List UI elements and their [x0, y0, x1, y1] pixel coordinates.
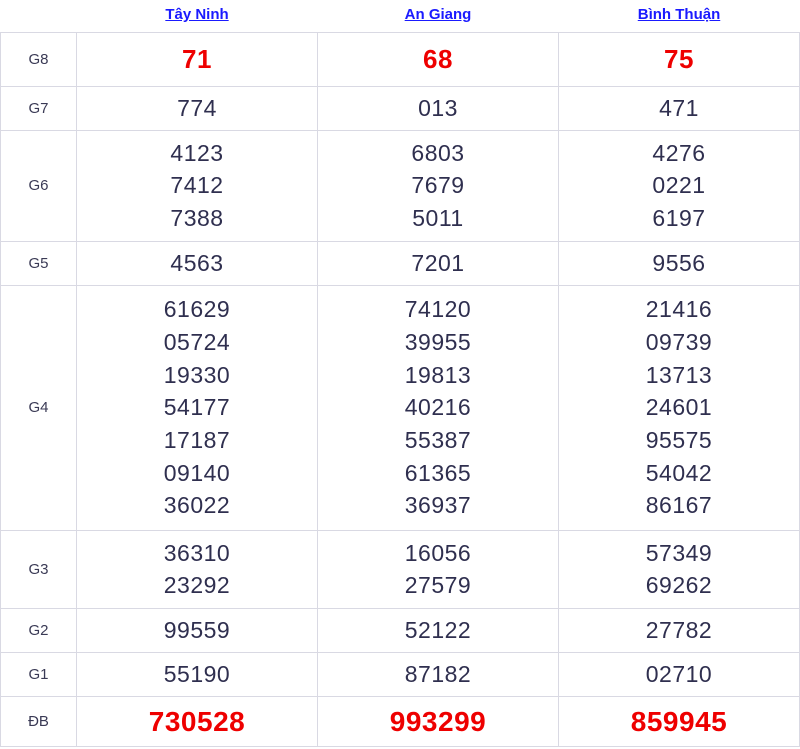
number: 09739	[645, 329, 713, 356]
prize-cell-g5-tay-ninh	[77, 241, 318, 285]
number: 74120	[404, 296, 472, 323]
number: 5011	[412, 204, 464, 231]
prize-cell-g2-binh-thuan	[559, 608, 800, 652]
number: 17187	[163, 426, 231, 453]
number: 61365	[404, 459, 472, 486]
prize-cell-g2-an-giang	[318, 608, 559, 652]
number: 13713	[645, 361, 713, 388]
prize-label-g5: G5	[1, 241, 77, 285]
prize-label-g8: G8	[1, 33, 77, 87]
prize-cell-g7-binh-thuan	[559, 87, 800, 131]
prize-cell-g6-binh-thuan	[559, 130, 800, 241]
number: 16056	[404, 539, 472, 566]
number: 471	[659, 95, 699, 121]
number: 54177	[163, 394, 231, 421]
prize-cell-g5-binh-thuan	[559, 241, 800, 285]
number: 75	[664, 44, 694, 75]
number: 86167	[645, 492, 713, 519]
table-header	[1, 0, 800, 33]
table-row	[1, 285, 800, 530]
number: 7412	[170, 172, 224, 199]
table-row	[1, 241, 800, 285]
prize-label-db: ĐB	[1, 696, 77, 747]
number: 6197	[652, 204, 706, 231]
header-corner-cell	[1, 0, 77, 33]
province-header-tay-ninh[interactable]: Tây Ninh	[77, 0, 318, 33]
prize-cell-g5-an-giang	[318, 241, 559, 285]
number: 36937	[404, 492, 472, 519]
prize-cell-g6-an-giang	[318, 130, 559, 241]
number: 9556	[652, 249, 706, 276]
number: 54042	[645, 459, 713, 486]
number: 19330	[163, 361, 231, 388]
number: 36022	[163, 492, 231, 519]
number: 21416	[645, 296, 713, 323]
number: 36310	[163, 539, 231, 566]
prize-cell-g1-tay-ninh	[77, 652, 318, 696]
table-row	[1, 608, 800, 652]
prize-cell-db-an-giang	[318, 696, 559, 747]
number: 02710	[645, 660, 713, 687]
number: 40216	[404, 394, 472, 421]
number: 52122	[404, 616, 472, 643]
number: 993299	[389, 705, 487, 737]
number: 57349	[645, 539, 713, 566]
prize-cell-g4-an-giang	[318, 285, 559, 530]
number: 27579	[404, 572, 472, 599]
prize-cell-db-tay-ninh	[77, 696, 318, 747]
number: 4123	[170, 139, 224, 166]
table-row	[1, 87, 800, 131]
number: 55387	[404, 426, 472, 453]
prize-cell-g7-an-giang	[318, 87, 559, 131]
number: 61629	[163, 296, 231, 323]
prize-cell-db-binh-thuan	[559, 696, 800, 747]
prize-label-g3: G3	[1, 530, 77, 608]
prize-cell-g1-binh-thuan	[559, 652, 800, 696]
prize-label-g7: G7	[1, 87, 77, 131]
prize-cell-g4-tay-ninh	[77, 285, 318, 530]
number: 99559	[163, 616, 231, 643]
number: 0221	[652, 172, 706, 199]
number: 4276	[652, 139, 706, 166]
header-row	[1, 0, 800, 33]
prize-cell-g2-tay-ninh	[77, 608, 318, 652]
table-row	[1, 130, 800, 241]
number: 69262	[645, 572, 713, 599]
prize-cell-g8-binh-thuan	[559, 33, 800, 87]
prize-label-g6: G6	[1, 130, 77, 241]
number: 7388	[170, 204, 224, 231]
number: 55190	[163, 660, 231, 687]
number: 27782	[645, 616, 713, 643]
prize-label-g2: G2	[1, 608, 77, 652]
prize-cell-g8-tay-ninh	[77, 33, 318, 87]
prize-cell-g4-binh-thuan	[559, 285, 800, 530]
prize-cell-g3-an-giang	[318, 530, 559, 608]
number: 6803	[411, 139, 465, 166]
number: 013	[418, 95, 458, 121]
number: 95575	[645, 426, 713, 453]
number: 859945	[630, 705, 728, 737]
number: 730528	[148, 705, 246, 737]
table-body	[1, 33, 800, 747]
prize-cell-g3-tay-ninh	[77, 530, 318, 608]
prize-cell-g7-tay-ninh	[77, 87, 318, 131]
province-header-an-giang[interactable]: An Giang	[318, 0, 559, 33]
prize-label-g4: G4	[1, 285, 77, 530]
number: 23292	[163, 572, 231, 599]
number: 68	[423, 44, 453, 75]
number: 774	[177, 95, 217, 121]
prize-cell-g8-an-giang	[318, 33, 559, 87]
number: 71	[182, 44, 212, 75]
number: 05724	[163, 329, 231, 356]
number: 4563	[170, 249, 224, 276]
number: 09140	[163, 459, 231, 486]
table-row	[1, 33, 800, 87]
number: 39955	[404, 329, 472, 356]
table-row	[1, 652, 800, 696]
number: 24601	[645, 394, 713, 421]
number: 7679	[411, 172, 465, 199]
table-row	[1, 696, 800, 747]
prize-cell-g6-tay-ninh	[77, 130, 318, 241]
province-header-binh-thuan[interactable]: Bình Thuận	[559, 0, 800, 33]
prize-cell-g1-an-giang	[318, 652, 559, 696]
prize-cell-g3-binh-thuan	[559, 530, 800, 608]
number: 7201	[411, 249, 465, 276]
number: 19813	[404, 361, 472, 388]
number: 87182	[404, 660, 472, 687]
table-row	[1, 530, 800, 608]
prize-label-g1: G1	[1, 652, 77, 696]
